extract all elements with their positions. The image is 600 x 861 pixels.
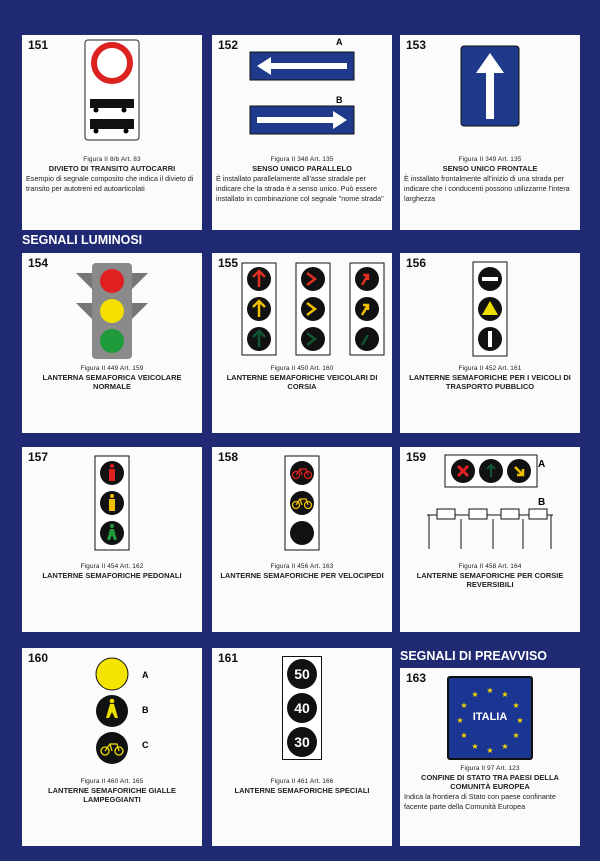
country-name: ITALIA xyxy=(472,711,508,723)
sign-title: CONFINE DI STATO TRA PAESI DELLA COMUNITÀ EUROPEA xyxy=(421,773,559,791)
label-b: B xyxy=(142,705,149,715)
label-a: A xyxy=(538,459,546,470)
eu-star-icon: ★ xyxy=(471,741,479,751)
reversible-lane-traffic-lights xyxy=(400,453,580,553)
figure-ref: Figura II 349 Art. 135 xyxy=(458,156,522,163)
sign-number: 151 xyxy=(28,38,49,52)
sign-title: LANTERNE SEMAFORICHE VEICOLARI DI CORSIA xyxy=(226,373,378,391)
eu-star-icon: ★ xyxy=(486,686,494,695)
card-160 xyxy=(22,648,202,846)
eu-star-icon: ★ xyxy=(460,701,468,710)
special-speed-traffic-light xyxy=(212,656,392,760)
vehicle-traffic-light xyxy=(22,261,202,361)
card-152 xyxy=(212,35,392,230)
label-a: A xyxy=(142,670,149,680)
sign-title: LANTERNA SEMAFORICA VEICOLARE NORMALE xyxy=(42,373,182,391)
sign-description: È installato frontalmente all'inizio di una strada per indicare che i conducenti possono utilizzarne l'intera larghezza xyxy=(404,174,570,203)
figure-ref: Figura II 456 Art. 163 xyxy=(270,563,334,570)
figure-ref: Figura II 461 Art. 166 xyxy=(270,778,334,785)
card-155 xyxy=(212,253,392,433)
eu-star-icon: ★ xyxy=(486,746,494,755)
eu-star-icon: ★ xyxy=(516,716,524,725)
label-c: C xyxy=(142,740,149,750)
sign-number: 155 xyxy=(218,256,239,270)
speed-40: 40 xyxy=(287,693,317,723)
one-way-frontal-sign xyxy=(400,45,580,127)
figure-ref: Figura II 348 Art. 135 xyxy=(270,156,334,163)
truck-ban-sign xyxy=(22,39,202,141)
lane-traffic-lights xyxy=(212,261,392,357)
card-157 xyxy=(22,447,202,632)
sign-number: 163 xyxy=(406,671,427,685)
card-163 xyxy=(400,668,580,846)
bicycle-traffic-light xyxy=(212,455,392,551)
eu-star-icon: ★ xyxy=(460,731,468,740)
sign-number: 159 xyxy=(406,450,427,464)
sign-title: LANTERNE SEMAFORICHE PER I VEICOLI DI TRASPORTO PUBBLICO xyxy=(409,373,571,391)
sign-title: SENSO UNICO PARALLELO xyxy=(252,164,352,173)
figure-ref: Figura II 458 Art. 164 xyxy=(458,563,522,570)
label-b: B xyxy=(538,497,546,508)
flashing-yellow-lights xyxy=(22,656,202,766)
sign-number: 160 xyxy=(28,651,49,665)
pedestrian-traffic-light xyxy=(22,455,202,551)
figure-ref: Figura II 97 Art. 123 xyxy=(460,765,520,772)
figure-ref: Figura II 452 Art. 161 xyxy=(458,365,522,372)
figure-ref: Figura II 449 Art. 159 xyxy=(80,365,144,372)
figure-ref: Figura II 8/b Art. 83 xyxy=(83,156,141,163)
sign-title: LANTERNE SEMAFORICHE GIALLE LAMPEGGIANTI xyxy=(48,786,176,804)
sign-number: 154 xyxy=(28,256,49,270)
sign-number: 153 xyxy=(406,38,427,52)
sign-description: È installato parallelamente all'asse stradale per indicare che la strada è a senso unico. Può essere installato in combinazione col segnale "nome strada" xyxy=(216,174,384,203)
one-way-parallel-sign xyxy=(212,37,392,147)
sign-title: DIVIETO DI TRANSITO AUTOCARRI xyxy=(48,164,176,173)
speed-50: 50 xyxy=(287,659,317,689)
card-161 xyxy=(212,648,392,846)
eu-star-icon: ★ xyxy=(512,731,520,740)
sign-description: Indica la frontiera di Stato con paese confinante facente parte della Comunità Europea xyxy=(404,792,556,811)
sign-title: LANTERNE SEMAFORICHE SPECIALI xyxy=(234,786,370,795)
eu-star-icon: ★ xyxy=(512,701,520,710)
sign-title: SENSO UNICO FRONTALE xyxy=(442,164,538,173)
sign-title: LANTERNE SEMAFORICHE PER VELOCIPEDI xyxy=(220,571,384,580)
sign-title: LANTERNE SEMAFORICHE PEDONALI xyxy=(42,571,182,580)
eu-star-icon: ★ xyxy=(501,690,509,700)
card-156 xyxy=(400,253,580,433)
eu-border-sign xyxy=(400,676,580,760)
speed-30: 30 xyxy=(287,727,317,757)
figure-ref: Figura II 450 Art. 160 xyxy=(270,365,334,372)
card-153 xyxy=(400,35,580,230)
sign-number: 156 xyxy=(406,256,427,270)
figure-ref: Figura II 460 Art. 165 xyxy=(80,778,144,785)
sign-number: 161 xyxy=(218,651,239,665)
sign-number: 157 xyxy=(28,450,49,464)
card-151 xyxy=(22,35,202,230)
section-title-preavviso: SEGNALI DI PREAVVISO xyxy=(400,649,548,663)
sign-number: 158 xyxy=(218,450,239,464)
figure-ref: Figura II 454 Art. 162 xyxy=(80,563,144,570)
eu-star-icon: ★ xyxy=(456,716,464,725)
label-a: A xyxy=(336,37,343,47)
public-transport-traffic-light xyxy=(400,261,580,357)
eu-star-icon: ★ xyxy=(501,741,509,751)
card-159 xyxy=(400,447,580,632)
card-154 xyxy=(22,253,202,433)
label-b: B xyxy=(336,95,343,105)
sign-title: LANTERNE SEMAFORICHE PER CORSIE REVERSIBILI xyxy=(416,571,564,589)
sign-number: 152 xyxy=(218,38,239,52)
card-158 xyxy=(212,447,392,632)
eu-star-icon: ★ xyxy=(471,690,479,700)
sign-description: Esempio di segnale composito che indica il divieto di transito per autotreni ed autoarticolati xyxy=(26,174,194,193)
section-title-luminosi: SEGNALI LUMINOSI xyxy=(22,233,143,247)
